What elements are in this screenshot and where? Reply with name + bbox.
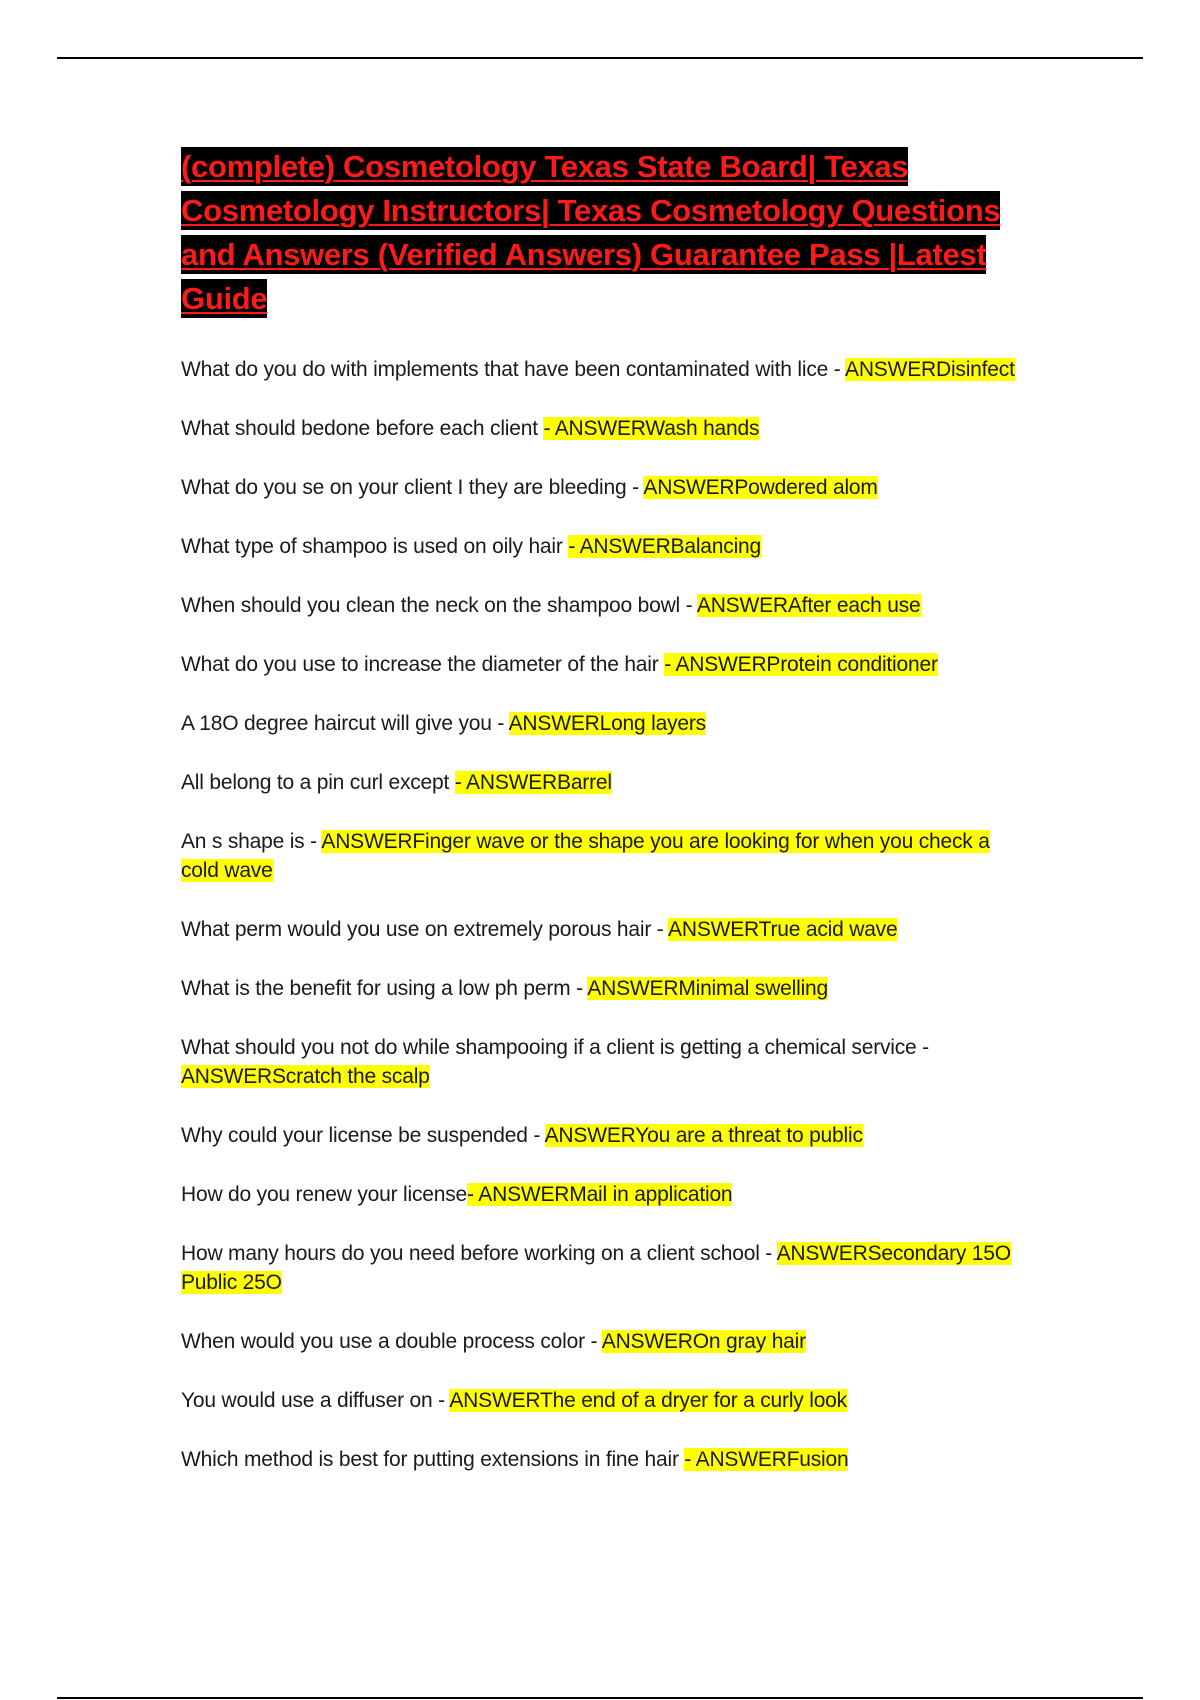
- qa-item: [181, 414, 1021, 443]
- answer-highlight: - ANSWERWash hands: [543, 417, 760, 440]
- document-title: [181, 145, 1021, 321]
- header-rule: [57, 57, 1143, 59]
- answer-highlight: - ANSWERBalancing: [568, 535, 761, 558]
- answer-extra-line: [181, 1268, 1021, 1297]
- answer-highlight: ANSWERScratch the scalp: [181, 1065, 430, 1088]
- qa-item: [181, 1121, 1021, 1150]
- answer-highlight: ANSWERFinger wave or the shape you are looking for when you check a cold wave: [181, 830, 990, 882]
- answer-highlight: - ANSWERBarrel: [454, 771, 612, 794]
- qa-item: [181, 473, 1021, 502]
- question-text: What perm would you use on extremely porous hair -: [181, 918, 669, 941]
- question-text: All belong to a pin curl except: [181, 771, 455, 794]
- question-text: You would use a diffuser on -: [181, 1389, 450, 1412]
- answer-highlight: - ANSWERMail in application: [467, 1183, 733, 1206]
- qa-item: [181, 1180, 1021, 1209]
- qa-item: [181, 915, 1021, 944]
- question-text: What should you not do while shampooing if a client is getting a chemical service -: [181, 1036, 929, 1059]
- question-text: What is the benefit for using a low ph perm -: [181, 977, 588, 1000]
- question-text: How do you renew your license: [181, 1183, 468, 1206]
- qa-item: [181, 591, 1021, 620]
- question-text: What type of shampoo is used on oily hair: [181, 535, 569, 558]
- question-text: What do you use to increase the diameter of the hair: [181, 653, 665, 676]
- question-text: An s shape is -: [181, 830, 322, 853]
- answer-highlight: ANSWERAfter each use: [696, 594, 921, 617]
- question-text: When should you clean the neck on the shampoo bowl -: [181, 594, 697, 617]
- answer-highlight: ANSWERDisinfect: [845, 358, 1015, 381]
- qa-item: [181, 1445, 1021, 1474]
- answer-highlight: ANSWERMinimal swelling: [587, 977, 828, 1000]
- footer-rule: [57, 1697, 1143, 1699]
- qa-item: [181, 355, 1021, 384]
- document-title-text: (complete) Cosmetology Texas State Board| Texas Cosmetology Instructors| Texas Cosmetology Questions and Answers (Verified Answers) Guarantee Pass |Latest Guide: [181, 149, 1001, 316]
- qa-item: [181, 532, 1021, 561]
- qa-item: [181, 1386, 1021, 1415]
- qa-item: [181, 650, 1021, 679]
- question-text: What do you se on your client I they are bleeding -: [181, 476, 644, 499]
- question-text: When would you use a double process color -: [181, 1330, 602, 1353]
- qa-item: [181, 1239, 1021, 1297]
- answer-highlight: ANSWEROn gray hair: [601, 1330, 806, 1353]
- answer-highlight: ANSWERSecondary 15O: [776, 1242, 1011, 1265]
- qa-item: [181, 709, 1021, 738]
- document-body: [181, 145, 1021, 1504]
- qa-item: [181, 827, 1021, 885]
- answer-highlight: - ANSWERFusion: [684, 1448, 849, 1471]
- question-text: What do you do with implements that have been contaminated with lice -: [181, 358, 846, 381]
- answer-extra-highlight: Public 25O: [181, 1271, 282, 1294]
- answer-highlight: - ANSWERProtein conditioner: [664, 653, 938, 676]
- qa-item: [181, 768, 1021, 797]
- qa-list: [181, 355, 1021, 1474]
- answer-highlight: ANSWERThe end of a dryer for a curly look: [449, 1389, 847, 1412]
- answer-highlight: ANSWERYou are a threat to public: [544, 1124, 863, 1147]
- qa-item: [181, 1327, 1021, 1356]
- answer-highlight: ANSWERPowdered alom: [643, 476, 878, 499]
- answer-highlight: ANSWERLong layers: [508, 712, 706, 735]
- question-text: What should bedone before each client: [181, 417, 544, 440]
- answer-highlight: ANSWERTrue acid wave: [668, 918, 898, 941]
- qa-item: [181, 974, 1021, 1003]
- question-text: Which method is best for putting extensions in fine hair: [181, 1448, 685, 1471]
- qa-item: [181, 1033, 1021, 1091]
- question-text: How many hours do you need before working on a client school -: [181, 1242, 777, 1265]
- question-text: A 18O degree haircut will give you -: [181, 712, 509, 735]
- question-text: Why could your license be suspended -: [181, 1124, 545, 1147]
